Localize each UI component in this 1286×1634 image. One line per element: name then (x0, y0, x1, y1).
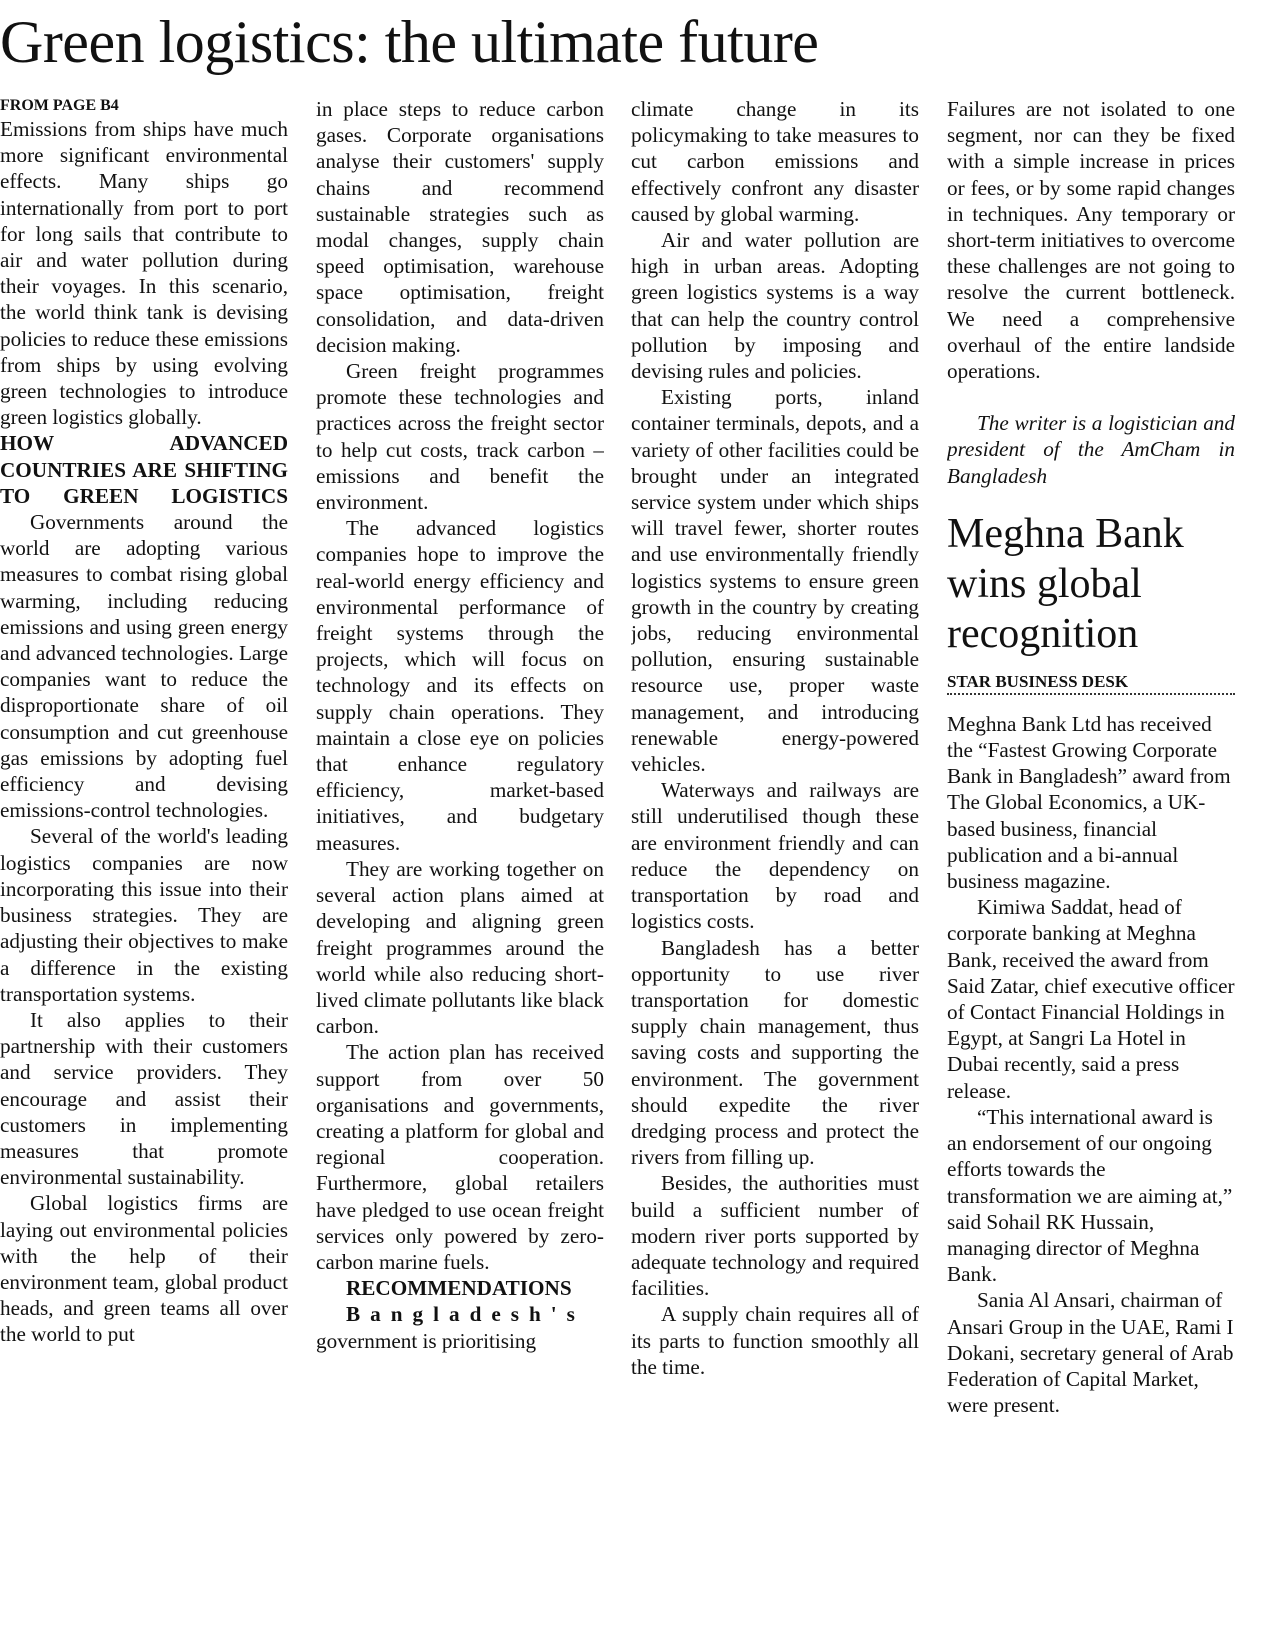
dotted-divider (947, 693, 1235, 695)
paragraph: in place steps to reduce carbon gases. Corporate organisations analyse their customers' supply chains and recommend sustainable strategies such as modal changes, supply chain speed optimisation, warehouse space optimisation, freight consolidation, and data-driven decision making. (316, 97, 604, 357)
paragraph: The action plan has received support from over 50 organisations and governments, creating a platform for global and regional cooperation. Furthermore, global retailers have pledged to use ocean freight services only powered by zero-carbon marine fuels. (316, 1040, 604, 1274)
paragraph-text: government is prioritising (316, 1328, 537, 1353)
paragraph: They are working together on several action plans aimed at developing and aligning green freight programmes around the world while also reducing short-lived climate pollutants like black carbon. (316, 856, 604, 1039)
paragraph (316, 1301, 604, 1353)
paragraph: Besides, the authorities must build a sufficient number of modern river ports supported by adequate technology and required facilities. (631, 1171, 919, 1301)
recommendations-subhead: RECOMMENDATIONS (346, 1276, 572, 1301)
column-4 (947, 96, 1235, 1628)
paragraph: Meghna Bank Ltd has received the “Fastest Growing Corporate Bank in Bangladesh” award from The Global Economics, a UK-based business, financial publication and a bi-annual business magazine. (947, 711, 1231, 894)
paragraph: climate change in its policymaking to take measures to cut carbon emissions and effectively confront any disaster caused by global warming. (631, 97, 919, 226)
side-story-headline: Meghna Bank wins global recognition (947, 510, 1184, 657)
paragraph: It also applies to their partnership with their customers and service providers. They encourage and assist their customers in implementing measures that promote environmental sustainability. (0, 1007, 288, 1190)
section-subhead: HOW ADVANCED COUNTRIES ARE SHIFTING TO GREEN LOGISTICS (0, 431, 288, 508)
paragraph: Existing ports, inland container terminals, depots, and a variety of other facilities could be brought under an integrated service system under which ships will travel fewer, shorter routes and use environmentally friendly logistics systems to ensure green growth in the country by creating jobs, reducing environmental pollution, ensuring sustainable resource use, proper waste management, and introducing renewable energy-powered vehicles. (631, 385, 919, 777)
paragraph: A supply chain requires all of its parts to function smoothly all the time. (631, 1302, 919, 1379)
paragraph: Air and water pollution are high in urban areas. Adopting green logistics systems is a way that can help the country control pollution by imposing and devising rules and policies. (631, 228, 919, 384)
paragraph: Emissions from ships have much more significant environmental effects. Many ships go internationally from port to port for long sails that contribute to air and water pollution during their voyages. In this scenario, the world think tank is devising policies to reduce these emissions from ships by using evolving green technologies to introduce green logistics globally. (0, 117, 288, 430)
paragraph: Several of the world's leading logistics companies are now incorporating this issue into their business strategies. They are adjusting their objectives to make a difference in the existing transportation systems. (0, 824, 288, 1006)
paragraph: Green freight programmes promote these technologies and practices across the freight sector to help cut costs, track carbon – emissions and benefit the environment. (316, 359, 604, 515)
story-byline: STAR BUSINESS DESK (947, 671, 1129, 691)
article-headline: Green logistics: the ultimate future (0, 9, 819, 75)
paragraph: Governments around the world are adopting various measures to combat rising global warming, including reducing emissions and using green energy and advanced technologies. Large companies want to reduce the disproportionate share of oil consumption and cut greenhouse gas emissions by adopting fuel efficiency and devising emissions-control technologies. (0, 510, 288, 823)
paragraph: The advanced logistics companies hope to improve the real-world energy efficiency and environmental performance of freight systems through the projects, which will focus on technology and its effects on supply chain operations. They maintain a close eye on policies that enhance regulatory efficiency, market-based initiatives, and budgetary measures. (316, 516, 604, 855)
writer-credit: The writer is a logistician and president of the AmCham in Bangladesh (947, 411, 1235, 488)
column-1 (0, 96, 288, 1628)
paragraph: Bangladesh has a better opportunity to use river transportation for domestic supply chain management, thus saving costs and supporting the environment. The government should expedite the river dredging process and protect the rivers from filling up. (631, 935, 919, 1170)
paragraph: Sania Al Ansari, chairman of Ansari Group in the UAE, Rami I Dokani, secretary general of Arab Federation of Capital Market, were present. (947, 1288, 1234, 1418)
paragraph: Failures are not isolated to one segment, nor can they be fixed with a simple increase in prices or fees, or by some rapid changes in techniques. Any temporary or short-term initiatives to overcome these challenges are not going to resolve the current bottleneck. We need a comprehensive overhaul of the entire landside operations. (947, 97, 1235, 384)
paragraph: Global logistics firms are laying out environmental policies with the help of their environment team, global product heads, and green teams all over the world to put (0, 1191, 288, 1347)
paragraph: Waterways and railways are still underutilised though these are environment friendly and can reduce the dependency on transportation by road and logistics costs. (631, 778, 919, 934)
continued-from-kicker: FROM PAGE B4 (0, 97, 119, 114)
column-3 (631, 96, 919, 1628)
paragraph: “This international award is an endorsement of our ongoing efforts towards the transformation we are aiming at,” said Sohail RK Hussain, managing director of Meghna Bank. (947, 1104, 1233, 1287)
drop-word: Bangladesh's (346, 1302, 585, 1327)
column-2 (316, 96, 604, 1628)
side-story-body (947, 711, 1235, 1418)
paragraph: Kimiwa Saddat, head of corporate banking at Meghna Bank, received the award from Said Zatar, chief executive officer of Contact Financial Holdings in Egypt, at Sangri La Hotel in Dubai recently, said a press release. (947, 895, 1235, 1103)
